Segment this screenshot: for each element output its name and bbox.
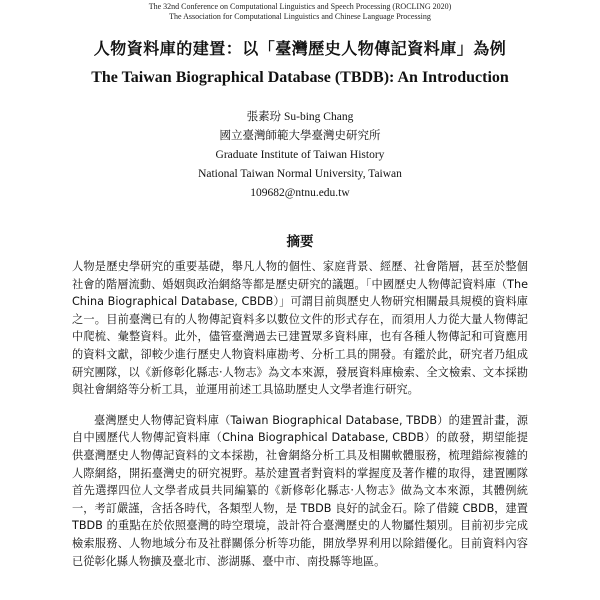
paper-title-chinese: 人物資料庫的建置：以「臺灣歷史人物傳記資料庫」為例 xyxy=(93,39,507,58)
abstract-paragraph-1: 人物是歷史學研究的重要基礎，舉凡人物的個性、家庭背景、經歷、社會階層，甚至於整個社會的階層流動、婚姻與政治網絡等都是歷史研究的議題。「中國歷史人物傳記資料庫（The China Biographical Database, CBDB）」可謂目前與歷史人物研究相關最具規模的資料庫之一。目前臺灣已有的人物傳記資料多以數位文件的形式存在，而須用人力從大量人物傳記中爬梳、彙整資料。此外，儘管臺灣過去已建置眾多資料庫，也有各種人物傳記和可資應用的資料文獻，卻較少進行歷史人物資料庫勘考、分析工具的開發。有鑑於此，研究者乃組成研究團隊，以《新修彰化縣志‧人物志》為文本來源，發展資料庫檢索、全文檢索、文本採勘與社會網絡等分析工具，並運用前述工具協助歷史人文學者進行研究。 xyxy=(72,260,528,397)
paper-title-english: The Taiwan Biographical Database (TBDB): An Introduction xyxy=(91,69,509,86)
abstract-paragraph-2: 臺灣歷史人物傳記資料庫（Taiwan Biographical Database, TBDB）的建置計畫，源自中國歷代人物傳記資料庫（China Biographical Database, CBDB）的啟發，期望能提供臺灣歷史人物傳記資料的文本採勘，社會網絡分析工具及相關軟體服務，梳理錯綜複雜的人際網絡，開拓臺灣史的研究視野。基於建置者對資料的掌握度及著作權的取得，建置團隊首先選擇四位人文學者成員共同編纂的《新修彰化縣志‧人物志》做為文本來源，其體例統一，考訂嚴謹，含括各時代，各類型人物，是 TBDB 良好的試金石。除了借鏡 CBDB，建置 TBDB 的重點在於依照臺灣的時空環境，設計符合臺灣歷史的人物屬性類別。目前初步完成檢索服務、人物地域分布及社群關係分析等功能，開放學界利用以除錯優化。目前資料內容已從彰化縣人物擴及臺北市、澎湖縣、臺中市、南投縣等地區。 xyxy=(72,413,528,568)
author-affiliation-chinese: 國立臺灣師範大學臺灣史研究所 xyxy=(219,130,381,142)
abstract-heading: 摘要 xyxy=(286,234,314,250)
author-email: 109682@ntnu.edu.tw xyxy=(250,187,350,199)
association-name: The Association for Computational Linguistics and Chinese Language Processing xyxy=(169,12,431,21)
conference-header xyxy=(0,2,600,22)
conference-name: The 32nd Conference on Computational Linguistics and Speech Processing (ROCLING 2020) xyxy=(148,2,452,11)
author-block xyxy=(0,108,600,203)
author-name: 張素玢 Su-bing Chang xyxy=(246,111,354,123)
author-institute-english: Graduate Institute of Taiwan History xyxy=(215,149,385,161)
author-university-english: National Taiwan Normal University, Taiwan xyxy=(198,168,402,180)
